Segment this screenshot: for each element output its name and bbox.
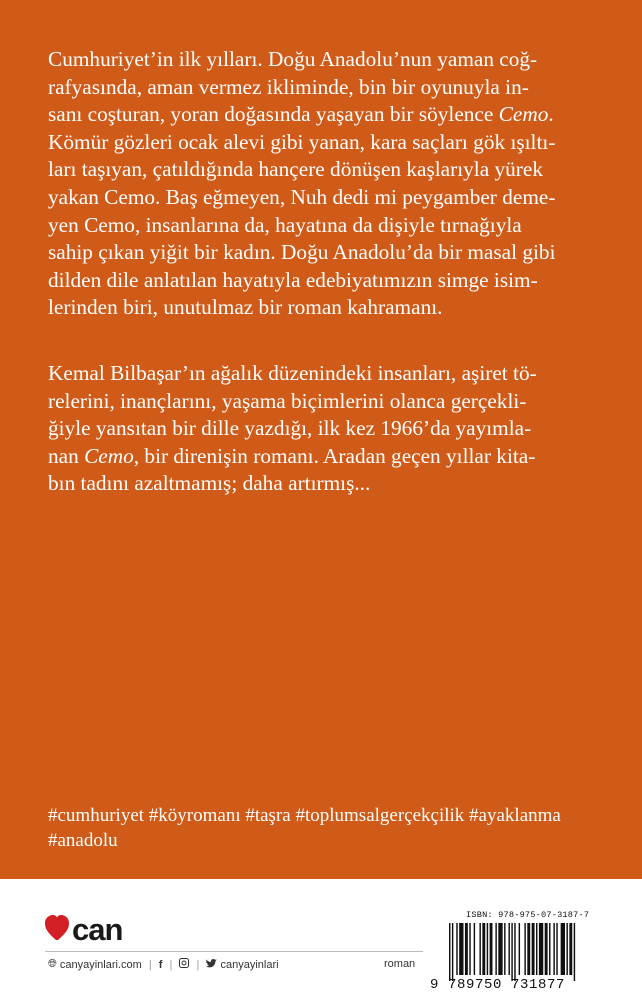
barcode-bar xyxy=(474,923,475,975)
barcode-bar xyxy=(536,923,537,975)
barcode-bar xyxy=(519,923,520,975)
barcode-bar xyxy=(566,923,567,975)
barcode-bar xyxy=(469,923,470,975)
blurb-line: yen Cemo, insanlarına da, hayatına da dişiyle tırnağıyla xyxy=(48,212,522,237)
blurb-line: dilden dile anlatılan hayatıyla edebiyatımızın simge isim- xyxy=(48,267,538,292)
blurb-line: ğiyle yansıtan bir dille yazdığı, ilk kez 1966’da yayımla- xyxy=(48,416,532,441)
blurb-line: lerinden biri, unutulmaz bir roman kahramanı. xyxy=(48,295,443,320)
website-link[interactable]: canyayinlari.com xyxy=(59,958,142,971)
barcode-bar xyxy=(490,923,493,975)
facebook-icon[interactable]: f xyxy=(158,958,163,971)
barcode-bar xyxy=(549,923,550,975)
blurb-paragraph-1 xyxy=(48,46,603,322)
genre-label: roman xyxy=(384,958,416,970)
divider: | xyxy=(148,958,152,971)
can-logo xyxy=(45,907,165,947)
barcode-digits: 9 789750 731877 xyxy=(430,977,566,993)
barcode-bar xyxy=(487,923,488,975)
barcode-bar xyxy=(452,923,453,981)
barcode-bar xyxy=(561,923,565,975)
isbn-label: ISBN: 978-975-07-3187-7 xyxy=(466,910,590,920)
heart-icon xyxy=(45,915,69,940)
blurb-line: relerini, inançlarını, yaşama biçimlerini olanca gerçekli- xyxy=(48,388,527,413)
hashtag-line: #anadolu xyxy=(48,830,118,851)
barcode-bar xyxy=(511,923,512,981)
blurb-paragraph-2 xyxy=(48,360,603,498)
barcode-bar xyxy=(569,923,572,975)
barcode-bar xyxy=(545,923,548,975)
barcode-bar xyxy=(514,923,515,981)
barcode-bar xyxy=(479,923,480,975)
barcode-bar xyxy=(456,923,457,975)
book-title-italic: Cemo xyxy=(498,102,549,127)
barcode-bar xyxy=(553,923,554,975)
blurb-line: rafyasında, aman vermez ikliminde, bin bir oyunuyla in- xyxy=(48,74,529,99)
blurb-line: nan Cemo, bir direnişin romanı. Aradan geçen yıllar kita- xyxy=(48,443,536,468)
book-title-italic: Cemo xyxy=(84,443,134,468)
barcode-bar xyxy=(574,923,575,981)
instagram-icon[interactable] xyxy=(179,958,189,971)
blurb-line: Kömür gözleri ocak alevi gibi yanan, kara saçları gök ışıltı- xyxy=(48,129,556,154)
hashtag-list xyxy=(48,803,561,853)
blurb-line: Kemal Bilbaşar’ın ağalık düzenindeki insanları, aşiret tö- xyxy=(48,361,537,385)
blurb-line: Cumhuriyet’in ilk yılları. Doğu Anadolu’nun yaman coğ- xyxy=(48,47,538,71)
barcode-bar xyxy=(539,923,543,975)
blurb-line: sahip çıkan yiğit bir kadın. Doğu Anadolu’da bir masal gibi xyxy=(48,240,556,265)
hashtag-line: #cumhuriyet #köyromanı #taşra #toplumsalgerçekçilik #ayaklanma xyxy=(48,805,561,826)
barcode-bar xyxy=(532,923,535,975)
divider: | xyxy=(169,958,173,971)
blurb-line: bın tadını azaltmamış; daha artırmış... xyxy=(48,471,371,496)
barcode-bar xyxy=(504,923,505,975)
barcode-bar xyxy=(495,923,496,975)
can-wordmark: can xyxy=(72,912,123,947)
twitter-icon[interactable] xyxy=(206,959,217,971)
globe-icon: 🌐︎ xyxy=(48,958,57,970)
barcode-bar xyxy=(527,923,530,975)
divider: | xyxy=(196,958,200,971)
blurb-line: ları taşıyan, çatıldığında hançere dönüşen kaşlarıyla yürek xyxy=(48,157,543,182)
publisher-footer xyxy=(48,958,279,971)
barcode-bar xyxy=(482,923,485,975)
blurb-line: yakan Cemo. Baş eğmeyen, Nuh dedi mi peygamber deme- xyxy=(48,184,556,209)
barcode-bar xyxy=(524,923,525,975)
barcode-bar xyxy=(459,923,463,975)
social-handle[interactable]: canyayinlari xyxy=(220,958,279,971)
blurb-line: sanı coşturan, yoran doğasında yaşayan bir söylence Cemo. xyxy=(48,102,554,127)
barcode-bar xyxy=(556,923,557,975)
barcode-bar xyxy=(449,923,450,981)
footer-divider xyxy=(45,951,423,952)
barcode-bar xyxy=(465,923,468,975)
barcode-bar xyxy=(498,923,502,975)
barcode-bar xyxy=(508,923,509,975)
